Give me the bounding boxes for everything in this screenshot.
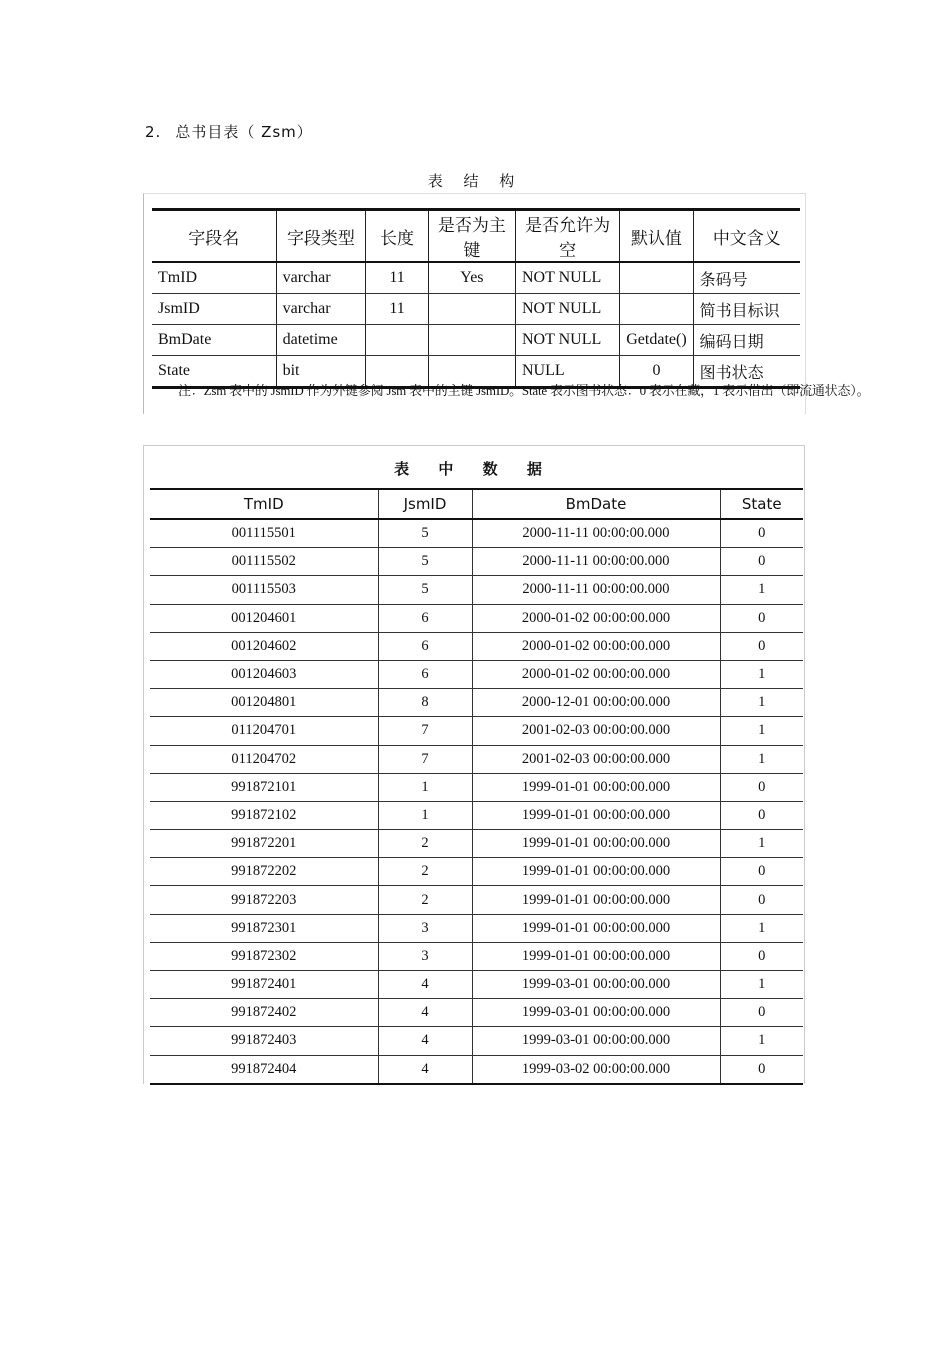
data-cell: 011204701 xyxy=(150,717,378,745)
structure-row xyxy=(152,325,800,356)
data-cell: 1999-01-01 00:00:00.000 xyxy=(472,886,720,914)
structure-body xyxy=(152,262,800,388)
table-row xyxy=(150,971,803,999)
data-cell: 1 xyxy=(720,830,803,858)
data-cell: 001204603 xyxy=(150,660,378,688)
data-cell: 0 xyxy=(720,942,803,970)
structure-cell: BmDate xyxy=(152,325,276,356)
structure-cell: State xyxy=(152,356,276,388)
data-cell: 1 xyxy=(720,576,803,604)
section-number: 2. xyxy=(145,123,162,141)
data-cell: 5 xyxy=(378,548,472,576)
data-cell: 2 xyxy=(378,886,472,914)
structure-table xyxy=(152,208,800,389)
data-cell: 0 xyxy=(720,773,803,801)
structure-cell: NOT NULL xyxy=(515,325,619,356)
data-cell: 2001-02-03 00:00:00.000 xyxy=(472,745,720,773)
table-row xyxy=(150,548,803,576)
table-row xyxy=(150,1055,803,1084)
structure-cell xyxy=(428,294,515,325)
structure-cell: 条码号 xyxy=(693,262,800,294)
data-cell: 1 xyxy=(720,914,803,942)
structure-cell: 11 xyxy=(366,262,429,294)
data-cell: 0 xyxy=(720,548,803,576)
data-cell: 0 xyxy=(720,858,803,886)
data-cell: 7 xyxy=(378,717,472,745)
data-col-header: JsmID xyxy=(378,489,472,519)
data-cell: 6 xyxy=(378,604,472,632)
table-row xyxy=(150,914,803,942)
data-cell: 1999-03-01 00:00:00.000 xyxy=(472,1027,720,1055)
data-cell: 0 xyxy=(720,999,803,1027)
data-cell: 2000-01-02 00:00:00.000 xyxy=(472,660,720,688)
table-row xyxy=(150,576,803,604)
data-cell: 1999-01-01 00:00:00.000 xyxy=(472,830,720,858)
structure-col-header: 长度 xyxy=(366,210,429,263)
data-cell: 4 xyxy=(378,971,472,999)
section-heading xyxy=(145,121,313,142)
data-cell: 001115503 xyxy=(150,576,378,604)
table-row xyxy=(150,519,803,548)
structure-cell: NOT NULL xyxy=(515,262,619,294)
structure-col-header: 中文含义 xyxy=(693,210,800,263)
data-cell: 6 xyxy=(378,660,472,688)
data-header-row xyxy=(150,489,803,519)
data-cell: 991872401 xyxy=(150,971,378,999)
data-body xyxy=(150,519,803,1084)
table-row xyxy=(150,886,803,914)
structure-row xyxy=(152,294,800,325)
data-panel xyxy=(143,445,805,1084)
data-cell: 0 xyxy=(720,632,803,660)
table-row xyxy=(150,717,803,745)
data-cell: 2000-01-02 00:00:00.000 xyxy=(472,604,720,632)
structure-row xyxy=(152,262,800,294)
data-cell: 1 xyxy=(720,745,803,773)
structure-cell: JsmID xyxy=(152,294,276,325)
table-row xyxy=(150,999,803,1027)
structure-cell: varchar xyxy=(276,294,366,325)
data-cell: 991872402 xyxy=(150,999,378,1027)
structure-col-header: 字段名 xyxy=(152,210,276,263)
data-cell: 3 xyxy=(378,914,472,942)
data-cell: 2000-12-01 00:00:00.000 xyxy=(472,689,720,717)
structure-cell: NULL xyxy=(515,356,619,388)
data-cell: 991872302 xyxy=(150,942,378,970)
data-cell: 1999-01-01 00:00:00.000 xyxy=(472,773,720,801)
data-cell: 1 xyxy=(720,971,803,999)
data-cell: 2000-11-11 00:00:00.000 xyxy=(472,548,720,576)
structure-cell xyxy=(620,294,693,325)
structure-col-header: 字段类型 xyxy=(276,210,366,263)
data-cell: 1 xyxy=(720,717,803,745)
table-row xyxy=(150,604,803,632)
table-row xyxy=(150,858,803,886)
data-cell: 1 xyxy=(720,660,803,688)
data-cell: 1999-01-01 00:00:00.000 xyxy=(472,914,720,942)
data-cell: 1 xyxy=(378,801,472,829)
data-col-header: TmID xyxy=(150,489,378,519)
data-cell: 011204702 xyxy=(150,745,378,773)
data-cell: 1999-03-01 00:00:00.000 xyxy=(472,999,720,1027)
data-cell: 1999-01-01 00:00:00.000 xyxy=(472,942,720,970)
structure-cell: NOT NULL xyxy=(515,294,619,325)
structure-cell: Getdate() xyxy=(620,325,693,356)
structure-cell: TmID xyxy=(152,262,276,294)
structure-note: 注：Zsm 表中的 JsmID 作为外键参阅 Jsm 表中的主键 JsmID。State 表示图书状态：0 表示在藏，1 表示借出（即流通状态）。 xyxy=(178,383,870,398)
structure-header-row xyxy=(152,210,800,263)
structure-cell: varchar xyxy=(276,262,366,294)
structure-cell: 编码日期 xyxy=(693,325,800,356)
data-cell: 1999-01-01 00:00:00.000 xyxy=(472,858,720,886)
structure-cell: 0 xyxy=(620,356,693,388)
structure-cell xyxy=(428,325,515,356)
data-cell: 001204602 xyxy=(150,632,378,660)
data-cell: 4 xyxy=(378,1055,472,1084)
data-cell: 1999-03-02 00:00:00.000 xyxy=(472,1055,720,1084)
data-cell: 001204801 xyxy=(150,689,378,717)
data-cell: 4 xyxy=(378,999,472,1027)
data-caption: 表 中 数 据 xyxy=(394,460,554,478)
structure-cell: datetime xyxy=(276,325,366,356)
data-cell: 8 xyxy=(378,689,472,717)
data-cell: 5 xyxy=(378,519,472,548)
data-col-header: State xyxy=(720,489,803,519)
structure-cell xyxy=(366,325,429,356)
table-row xyxy=(150,1027,803,1055)
table-row xyxy=(150,801,803,829)
structure-cell: 简书目标识 xyxy=(693,294,800,325)
data-cell: 991872101 xyxy=(150,773,378,801)
data-cell: 991872202 xyxy=(150,858,378,886)
data-cell: 1999-03-01 00:00:00.000 xyxy=(472,971,720,999)
table-row xyxy=(150,773,803,801)
data-cell: 2001-02-03 00:00:00.000 xyxy=(472,717,720,745)
data-cell: 6 xyxy=(378,632,472,660)
data-cell: 2 xyxy=(378,830,472,858)
data-cell: 1 xyxy=(720,1027,803,1055)
data-cell: 2000-11-11 00:00:00.000 xyxy=(472,576,720,604)
data-cell: 1999-01-01 00:00:00.000 xyxy=(472,801,720,829)
table-row xyxy=(150,689,803,717)
data-cell: 0 xyxy=(720,519,803,548)
data-cell: 991872301 xyxy=(150,914,378,942)
structure-panel xyxy=(143,193,870,414)
data-cell: 3 xyxy=(378,942,472,970)
data-cell: 991872203 xyxy=(150,886,378,914)
data-cell: 0 xyxy=(720,801,803,829)
data-cell: 1 xyxy=(378,773,472,801)
data-table xyxy=(150,488,803,1085)
structure-cell: 11 xyxy=(366,294,429,325)
section-title: 总书目表（ Zsm） xyxy=(175,123,313,141)
data-cell: 7 xyxy=(378,745,472,773)
table-row xyxy=(150,942,803,970)
data-cell: 2000-11-11 00:00:00.000 xyxy=(472,519,720,548)
table-row xyxy=(150,830,803,858)
table-row xyxy=(150,660,803,688)
data-cell: 991872404 xyxy=(150,1055,378,1084)
data-cell: 001204601 xyxy=(150,604,378,632)
structure-col-header: 是否允许为空 xyxy=(515,210,619,263)
data-cell: 991872201 xyxy=(150,830,378,858)
structure-cell: Yes xyxy=(428,262,515,294)
data-cell: 991872403 xyxy=(150,1027,378,1055)
table-row xyxy=(150,632,803,660)
data-cell: 2000-01-02 00:00:00.000 xyxy=(472,632,720,660)
data-col-header: BmDate xyxy=(472,489,720,519)
table-row xyxy=(150,745,803,773)
data-cell: 2 xyxy=(378,858,472,886)
data-cell: 001115501 xyxy=(150,519,378,548)
structure-cell xyxy=(620,262,693,294)
structure-cell: 图书状态 xyxy=(693,356,800,388)
data-cell: 0 xyxy=(720,886,803,914)
data-cell: 1 xyxy=(720,689,803,717)
structure-caption: 表 结 构 xyxy=(427,172,523,190)
structure-cell: bit xyxy=(276,356,366,388)
structure-col-header: 是否为主键 xyxy=(428,210,515,263)
data-cell: 991872102 xyxy=(150,801,378,829)
data-cell: 4 xyxy=(378,1027,472,1055)
data-cell: 001115502 xyxy=(150,548,378,576)
structure-col-header: 默认值 xyxy=(620,210,693,263)
data-cell: 5 xyxy=(378,576,472,604)
data-cell: 0 xyxy=(720,604,803,632)
data-cell: 0 xyxy=(720,1055,803,1084)
